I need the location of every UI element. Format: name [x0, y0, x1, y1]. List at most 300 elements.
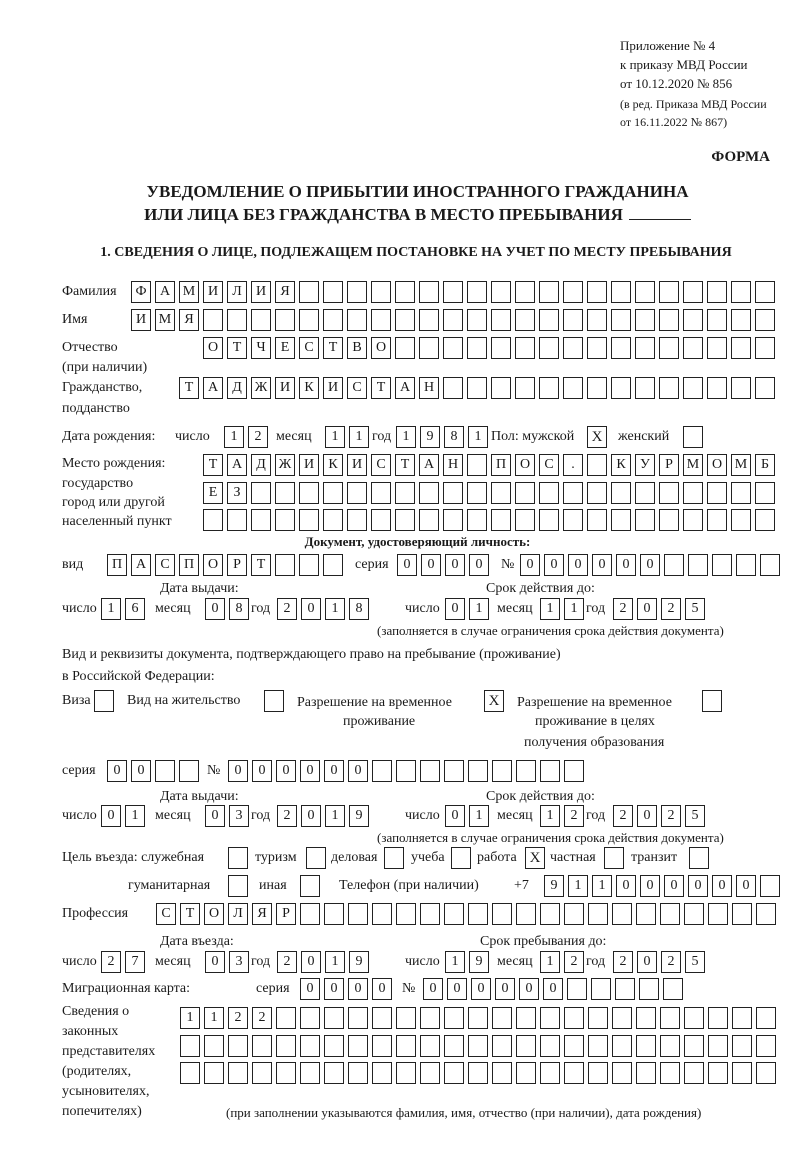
char-cell[interactable]: [444, 903, 464, 925]
char-cell[interactable]: [683, 309, 703, 331]
char-cell[interactable]: 0: [471, 978, 491, 1000]
char-cell[interactable]: [395, 281, 415, 303]
purpose-work-checkbox[interactable]: X: [525, 847, 545, 869]
char-cell[interactable]: А: [395, 377, 415, 399]
char-cell[interactable]: [300, 903, 320, 925]
char-cell[interactable]: 1: [469, 598, 489, 620]
char-cell[interactable]: [731, 309, 751, 331]
char-cell[interactable]: 9: [349, 951, 369, 973]
char-cell[interactable]: 2: [277, 805, 297, 827]
char-cell[interactable]: 0: [447, 978, 467, 1000]
char-cell[interactable]: 1: [125, 805, 145, 827]
char-cell[interactable]: [731, 482, 751, 504]
char-cell[interactable]: [684, 1035, 704, 1057]
birthplace-field-3[interactable]: [203, 509, 775, 531]
char-cell[interactable]: [347, 482, 367, 504]
char-cell[interactable]: [324, 1062, 344, 1084]
char-cell[interactable]: Т: [395, 454, 415, 476]
stay-issue-day-field[interactable]: [101, 805, 145, 827]
char-cell[interactable]: [276, 1062, 296, 1084]
char-cell[interactable]: [684, 903, 704, 925]
stay-valid-month-field[interactable]: [540, 805, 584, 827]
char-cell[interactable]: 0: [423, 978, 443, 1000]
sex-female-checkbox[interactable]: [683, 426, 703, 448]
char-cell[interactable]: [468, 1007, 488, 1029]
char-cell[interactable]: 1: [349, 426, 369, 448]
char-cell[interactable]: 0: [300, 760, 320, 782]
char-cell[interactable]: З: [227, 482, 247, 504]
purpose-private-checkbox[interactable]: [604, 847, 624, 869]
char-cell[interactable]: [707, 281, 727, 303]
char-cell[interactable]: Т: [227, 337, 247, 359]
char-cell[interactable]: [612, 1062, 632, 1084]
char-cell[interactable]: И: [203, 281, 223, 303]
char-cell[interactable]: 0: [445, 554, 465, 576]
id-valid-month-field[interactable]: [540, 598, 584, 620]
char-cell[interactable]: 6: [125, 598, 145, 620]
char-cell[interactable]: 1: [101, 598, 121, 620]
char-cell[interactable]: [227, 309, 247, 331]
char-cell[interactable]: 0: [397, 554, 417, 576]
char-cell[interactable]: 0: [445, 805, 465, 827]
char-cell[interactable]: С: [539, 454, 559, 476]
char-cell[interactable]: 2: [564, 805, 584, 827]
char-cell[interactable]: 0: [421, 554, 441, 576]
char-cell[interactable]: [467, 509, 487, 531]
char-cell[interactable]: [491, 309, 511, 331]
char-cell[interactable]: С: [299, 337, 319, 359]
char-cell[interactable]: [755, 377, 775, 399]
visa-checkbox[interactable]: [94, 690, 114, 712]
char-cell[interactable]: Л: [228, 903, 248, 925]
char-cell[interactable]: [587, 281, 607, 303]
char-cell[interactable]: [683, 337, 703, 359]
char-cell[interactable]: [564, 760, 584, 782]
char-cell[interactable]: 1: [564, 598, 584, 620]
char-cell[interactable]: [731, 337, 751, 359]
char-cell[interactable]: Я: [179, 309, 199, 331]
char-cell[interactable]: [275, 554, 295, 576]
char-cell[interactable]: Д: [251, 454, 271, 476]
char-cell[interactable]: 3: [229, 805, 249, 827]
char-cell[interactable]: [491, 377, 511, 399]
char-cell[interactable]: [443, 309, 463, 331]
char-cell[interactable]: 3: [229, 951, 249, 973]
char-cell[interactable]: 0: [519, 978, 539, 1000]
char-cell[interactable]: [636, 903, 656, 925]
birthplace-field-1[interactable]: [203, 454, 775, 476]
purpose-humanitarian-checkbox[interactable]: [228, 875, 248, 897]
char-cell[interactable]: С: [156, 903, 176, 925]
char-cell[interactable]: [611, 281, 631, 303]
char-cell[interactable]: [635, 509, 655, 531]
temp-edu-checkbox[interactable]: [702, 690, 722, 712]
char-cell[interactable]: [275, 482, 295, 504]
birth-day-field[interactable]: [224, 426, 268, 448]
char-cell[interactable]: И: [131, 309, 151, 331]
char-cell[interactable]: [756, 903, 776, 925]
char-cell[interactable]: [348, 1007, 368, 1029]
char-cell[interactable]: [468, 903, 488, 925]
char-cell[interactable]: [419, 509, 439, 531]
char-cell[interactable]: [323, 482, 343, 504]
char-cell[interactable]: [659, 482, 679, 504]
char-cell[interactable]: [587, 482, 607, 504]
char-cell[interactable]: 0: [445, 598, 465, 620]
char-cell[interactable]: 2: [661, 951, 681, 973]
char-cell[interactable]: 0: [107, 760, 127, 782]
char-cell[interactable]: [563, 377, 583, 399]
char-cell[interactable]: П: [107, 554, 127, 576]
char-cell[interactable]: 9: [349, 805, 369, 827]
char-cell[interactable]: 8: [349, 598, 369, 620]
char-cell[interactable]: [275, 509, 295, 531]
char-cell[interactable]: [155, 760, 175, 782]
char-cell[interactable]: [708, 1035, 728, 1057]
stay-series-field[interactable]: [107, 760, 199, 782]
char-cell[interactable]: [515, 309, 535, 331]
char-cell[interactable]: [563, 509, 583, 531]
char-cell[interactable]: [372, 760, 392, 782]
char-cell[interactable]: [491, 281, 511, 303]
birthplace-field-2[interactable]: [203, 482, 775, 504]
char-cell[interactable]: [348, 1035, 368, 1057]
char-cell[interactable]: 0: [205, 805, 225, 827]
stay-valid-year-field[interactable]: [613, 805, 705, 827]
char-cell[interactable]: 1: [325, 598, 345, 620]
char-cell[interactable]: [587, 454, 607, 476]
char-cell[interactable]: О: [515, 454, 535, 476]
char-cell[interactable]: 1: [540, 951, 560, 973]
char-cell[interactable]: Т: [203, 454, 223, 476]
char-cell[interactable]: [712, 554, 732, 576]
entry-until-day-field[interactable]: [445, 951, 489, 973]
char-cell[interactable]: [707, 337, 727, 359]
char-cell[interactable]: [659, 281, 679, 303]
char-cell[interactable]: А: [203, 377, 223, 399]
char-cell[interactable]: [180, 1062, 200, 1084]
char-cell[interactable]: [707, 482, 727, 504]
char-cell[interactable]: [347, 281, 367, 303]
char-cell[interactable]: 0: [301, 951, 321, 973]
purpose-other-checkbox[interactable]: [300, 875, 320, 897]
char-cell[interactable]: [228, 1035, 248, 1057]
legal-reps-field-3[interactable]: [180, 1062, 776, 1084]
char-cell[interactable]: [228, 1062, 248, 1084]
char-cell[interactable]: О: [371, 337, 391, 359]
char-cell[interactable]: [371, 482, 391, 504]
char-cell[interactable]: А: [155, 281, 175, 303]
char-cell[interactable]: [395, 509, 415, 531]
char-cell[interactable]: А: [419, 454, 439, 476]
char-cell[interactable]: О: [203, 337, 223, 359]
char-cell[interactable]: [564, 1062, 584, 1084]
char-cell[interactable]: [492, 760, 512, 782]
char-cell[interactable]: [491, 482, 511, 504]
char-cell[interactable]: [731, 509, 751, 531]
char-cell[interactable]: [708, 1062, 728, 1084]
char-cell[interactable]: [636, 1007, 656, 1029]
char-cell[interactable]: [468, 760, 488, 782]
id-series-field[interactable]: [397, 554, 489, 576]
char-cell[interactable]: 0: [228, 760, 248, 782]
char-cell[interactable]: 1: [224, 426, 244, 448]
char-cell[interactable]: [516, 760, 536, 782]
char-cell[interactable]: 0: [101, 805, 121, 827]
char-cell[interactable]: 1: [568, 875, 588, 897]
char-cell[interactable]: 0: [324, 760, 344, 782]
char-cell[interactable]: [324, 1035, 344, 1057]
char-cell[interactable]: Т: [371, 377, 391, 399]
char-cell[interactable]: [567, 978, 587, 1000]
char-cell[interactable]: 1: [204, 1007, 224, 1029]
char-cell[interactable]: [372, 903, 392, 925]
char-cell[interactable]: 2: [661, 805, 681, 827]
char-cell[interactable]: [467, 281, 487, 303]
char-cell[interactable]: 2: [277, 598, 297, 620]
char-cell[interactable]: 0: [543, 978, 563, 1000]
char-cell[interactable]: [467, 337, 487, 359]
char-cell[interactable]: [515, 509, 535, 531]
char-cell[interactable]: [636, 1035, 656, 1057]
char-cell[interactable]: 0: [495, 978, 515, 1000]
char-cell[interactable]: 0: [301, 598, 321, 620]
char-cell[interactable]: [276, 1007, 296, 1029]
char-cell[interactable]: [732, 903, 752, 925]
entry-until-month-field[interactable]: [540, 951, 584, 973]
char-cell[interactable]: И: [323, 377, 343, 399]
char-cell[interactable]: [587, 377, 607, 399]
char-cell[interactable]: [755, 281, 775, 303]
birth-month-field[interactable]: [325, 426, 369, 448]
char-cell[interactable]: [491, 337, 511, 359]
char-cell[interactable]: [275, 309, 295, 331]
char-cell[interactable]: [492, 1035, 512, 1057]
char-cell[interactable]: [659, 337, 679, 359]
legal-reps-field-2[interactable]: [180, 1035, 776, 1057]
char-cell[interactable]: [708, 903, 728, 925]
char-cell[interactable]: [564, 903, 584, 925]
stay-valid-day-field[interactable]: [445, 805, 489, 827]
char-cell[interactable]: 7: [125, 951, 145, 973]
char-cell[interactable]: [683, 377, 703, 399]
char-cell[interactable]: [736, 554, 756, 576]
char-cell[interactable]: [492, 903, 512, 925]
char-cell[interactable]: [755, 337, 775, 359]
char-cell[interactable]: [635, 281, 655, 303]
char-cell[interactable]: [300, 1007, 320, 1029]
char-cell[interactable]: 1: [592, 875, 612, 897]
char-cell[interactable]: [635, 377, 655, 399]
char-cell[interactable]: [396, 1035, 416, 1057]
char-cell[interactable]: 2: [564, 951, 584, 973]
char-cell[interactable]: 2: [101, 951, 121, 973]
char-cell[interactable]: К: [299, 377, 319, 399]
char-cell[interactable]: [756, 1062, 776, 1084]
char-cell[interactable]: М: [683, 454, 703, 476]
char-cell[interactable]: [636, 1062, 656, 1084]
char-cell[interactable]: [635, 309, 655, 331]
char-cell[interactable]: [348, 1062, 368, 1084]
surname-field[interactable]: [131, 281, 775, 303]
char-cell[interactable]: [323, 509, 343, 531]
char-cell[interactable]: [468, 1062, 488, 1084]
char-cell[interactable]: [588, 1007, 608, 1029]
stay-issue-month-field[interactable]: [205, 805, 249, 827]
char-cell[interactable]: [204, 1062, 224, 1084]
entry-entry-month-field[interactable]: [205, 951, 249, 973]
char-cell[interactable]: 0: [616, 554, 636, 576]
char-cell[interactable]: [755, 309, 775, 331]
char-cell[interactable]: 5: [685, 951, 705, 973]
purpose-study-checkbox[interactable]: [451, 847, 471, 869]
char-cell[interactable]: 2: [613, 951, 633, 973]
char-cell[interactable]: 8: [444, 426, 464, 448]
stay-number-field[interactable]: [228, 760, 584, 782]
char-cell[interactable]: [251, 509, 271, 531]
char-cell[interactable]: Ч: [251, 337, 271, 359]
char-cell[interactable]: Ж: [275, 454, 295, 476]
purpose-official-checkbox[interactable]: [228, 847, 248, 869]
char-cell[interactable]: [419, 309, 439, 331]
char-cell[interactable]: [684, 1007, 704, 1029]
entry-entry-day-field[interactable]: [101, 951, 145, 973]
birth-year-field[interactable]: [396, 426, 488, 448]
char-cell[interactable]: [467, 377, 487, 399]
char-cell[interactable]: 0: [324, 978, 344, 1000]
char-cell[interactable]: [612, 903, 632, 925]
char-cell[interactable]: 0: [276, 760, 296, 782]
char-cell[interactable]: [587, 337, 607, 359]
char-cell[interactable]: Я: [275, 281, 295, 303]
char-cell[interactable]: [563, 482, 583, 504]
char-cell[interactable]: 0: [637, 805, 657, 827]
char-cell[interactable]: [684, 1062, 704, 1084]
char-cell[interactable]: [612, 1035, 632, 1057]
char-cell[interactable]: [611, 482, 631, 504]
char-cell[interactable]: [611, 377, 631, 399]
char-cell[interactable]: [660, 903, 680, 925]
char-cell[interactable]: 0: [469, 554, 489, 576]
char-cell[interactable]: [587, 509, 607, 531]
id-kind-field[interactable]: [107, 554, 343, 576]
char-cell[interactable]: 1: [540, 598, 560, 620]
char-cell[interactable]: 0: [205, 951, 225, 973]
char-cell[interactable]: 0: [205, 598, 225, 620]
char-cell[interactable]: 8: [229, 598, 249, 620]
char-cell[interactable]: 2: [661, 598, 681, 620]
profession-field[interactable]: [156, 903, 776, 925]
char-cell[interactable]: [660, 1035, 680, 1057]
purpose-transit-checkbox[interactable]: [689, 847, 709, 869]
char-cell[interactable]: [443, 281, 463, 303]
char-cell[interactable]: Е: [203, 482, 223, 504]
char-cell[interactable]: [444, 760, 464, 782]
char-cell[interactable]: [420, 1062, 440, 1084]
residence-permit-checkbox[interactable]: [264, 690, 284, 712]
char-cell[interactable]: Б: [755, 454, 775, 476]
char-cell[interactable]: 0: [348, 978, 368, 1000]
id-issue-year-field[interactable]: [277, 598, 369, 620]
char-cell[interactable]: М: [155, 309, 175, 331]
char-cell[interactable]: [539, 309, 559, 331]
char-cell[interactable]: [540, 1062, 560, 1084]
char-cell[interactable]: 9: [469, 951, 489, 973]
char-cell[interactable]: [639, 978, 659, 1000]
char-cell[interactable]: [395, 309, 415, 331]
char-cell[interactable]: Н: [419, 377, 439, 399]
char-cell[interactable]: [324, 903, 344, 925]
char-cell[interactable]: П: [491, 454, 511, 476]
char-cell[interactable]: [683, 509, 703, 531]
char-cell[interactable]: 0: [348, 760, 368, 782]
char-cell[interactable]: 2: [248, 426, 268, 448]
char-cell[interactable]: .: [563, 454, 583, 476]
char-cell[interactable]: [492, 1007, 512, 1029]
char-cell[interactable]: [588, 903, 608, 925]
char-cell[interactable]: 1: [445, 951, 465, 973]
char-cell[interactable]: [732, 1007, 752, 1029]
citizenship-field[interactable]: [179, 377, 775, 399]
char-cell[interactable]: 2: [613, 598, 633, 620]
char-cell[interactable]: [491, 509, 511, 531]
char-cell[interactable]: О: [204, 903, 224, 925]
char-cell[interactable]: [252, 1062, 272, 1084]
migration-number-field[interactable]: [423, 978, 683, 1000]
char-cell[interactable]: 0: [131, 760, 151, 782]
char-cell[interactable]: [515, 281, 535, 303]
char-cell[interactable]: 0: [736, 875, 756, 897]
char-cell[interactable]: [467, 309, 487, 331]
char-cell[interactable]: [348, 903, 368, 925]
char-cell[interactable]: [588, 1062, 608, 1084]
char-cell[interactable]: И: [347, 454, 367, 476]
char-cell[interactable]: [396, 1062, 416, 1084]
char-cell[interactable]: И: [275, 377, 295, 399]
char-cell[interactable]: Я: [252, 903, 272, 925]
char-cell[interactable]: [467, 454, 487, 476]
char-cell[interactable]: [615, 978, 635, 1000]
char-cell[interactable]: 0: [372, 978, 392, 1000]
id-valid-day-field[interactable]: [445, 598, 489, 620]
legal-reps-field-1[interactable]: [180, 1007, 776, 1029]
char-cell[interactable]: С: [155, 554, 175, 576]
char-cell[interactable]: [251, 482, 271, 504]
char-cell[interactable]: 5: [685, 598, 705, 620]
char-cell[interactable]: 0: [640, 875, 660, 897]
char-cell[interactable]: [372, 1035, 392, 1057]
char-cell[interactable]: 1: [540, 805, 560, 827]
char-cell[interactable]: [396, 903, 416, 925]
char-cell[interactable]: И: [251, 281, 271, 303]
char-cell[interactable]: [516, 1062, 536, 1084]
char-cell[interactable]: [707, 377, 727, 399]
char-cell[interactable]: [540, 1035, 560, 1057]
char-cell[interactable]: [540, 1007, 560, 1029]
char-cell[interactable]: У: [635, 454, 655, 476]
char-cell[interactable]: 0: [592, 554, 612, 576]
char-cell[interactable]: [419, 337, 439, 359]
char-cell[interactable]: [444, 1007, 464, 1029]
char-cell[interactable]: Н: [443, 454, 463, 476]
char-cell[interactable]: Т: [251, 554, 271, 576]
char-cell[interactable]: [587, 309, 607, 331]
char-cell[interactable]: 0: [616, 875, 636, 897]
char-cell[interactable]: 1: [325, 805, 345, 827]
char-cell[interactable]: [420, 1007, 440, 1029]
phone-field[interactable]: [544, 875, 780, 897]
char-cell[interactable]: [660, 1062, 680, 1084]
